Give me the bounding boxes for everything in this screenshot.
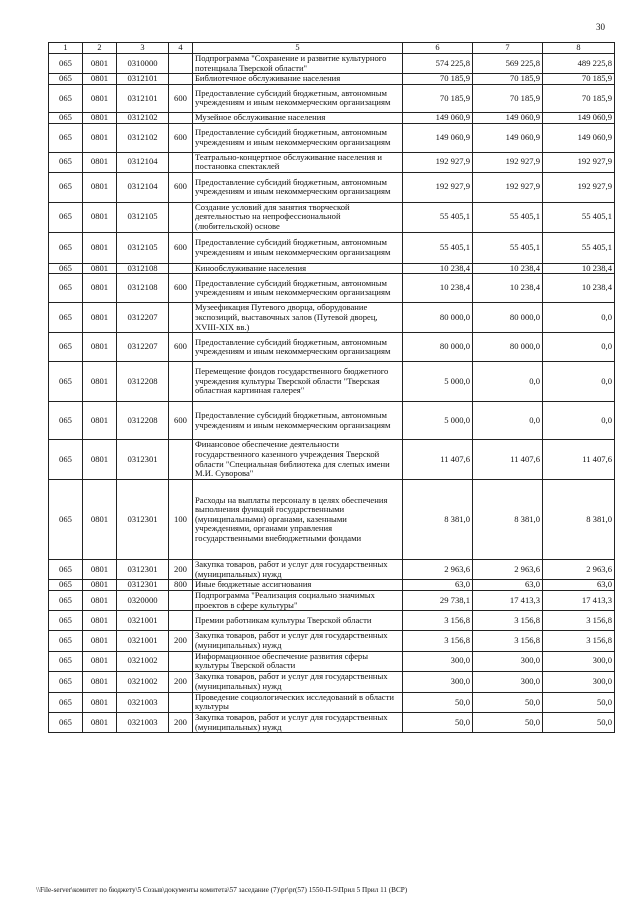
cell-expense-type: 600 bbox=[169, 232, 193, 263]
cell-amount-col8: 55 405,1 bbox=[543, 202, 615, 232]
cell-section-code: 0801 bbox=[83, 631, 117, 651]
table-row bbox=[49, 651, 615, 671]
cell-target-article: 0312104 bbox=[117, 152, 169, 172]
cell-ministry-code: 065 bbox=[49, 54, 83, 74]
cell-item-name: Подпрограмма "Сохранение и развитие культурного потенциала Тверской области" bbox=[193, 54, 403, 74]
cell-item-name: Предоставление субсидий бюджетным, автономным учреждениям и иным некоммерческим организациям bbox=[193, 333, 403, 362]
cell-amount-col7: 0,0 bbox=[473, 362, 543, 402]
cell-item-name: Иные бюджетные ассигнования bbox=[193, 580, 403, 591]
cell-amount-col8: 8 381,0 bbox=[543, 480, 615, 560]
cell-ministry-code: 065 bbox=[49, 440, 83, 480]
cell-section-code: 0801 bbox=[83, 54, 117, 74]
cell-amount-col6: 10 238,4 bbox=[403, 263, 473, 274]
cell-ministry-code: 065 bbox=[49, 611, 83, 631]
cell-target-article: 0312207 bbox=[117, 303, 169, 333]
cell-item-name: Премии работникам культуры Тверской области bbox=[193, 611, 403, 631]
cell-section-code: 0801 bbox=[83, 560, 117, 580]
table-row bbox=[49, 84, 615, 112]
cell-ministry-code: 065 bbox=[49, 84, 83, 112]
cell-amount-col6: 10 238,4 bbox=[403, 274, 473, 303]
table-row bbox=[49, 580, 615, 591]
cell-ministry-code: 065 bbox=[49, 671, 83, 692]
cell-target-article: 0312101 bbox=[117, 84, 169, 112]
cell-expense-type bbox=[169, 440, 193, 480]
cell-amount-col6: 300,0 bbox=[403, 651, 473, 671]
cell-ministry-code: 065 bbox=[49, 202, 83, 232]
cell-target-article: 0312301 bbox=[117, 580, 169, 591]
cell-amount-col8: 17 413,3 bbox=[543, 591, 615, 611]
cell-amount-col7: 300,0 bbox=[473, 671, 543, 692]
cell-item-name: Расходы на выплаты персоналу в целях обеспечения выполнения функций государственными (муниципальными) органами, казенными учреждениями, органами управления государственными внебюджетными фондами bbox=[193, 480, 403, 560]
table-row bbox=[49, 202, 615, 232]
cell-amount-col8: 300,0 bbox=[543, 651, 615, 671]
cell-amount-col6: 55 405,1 bbox=[403, 202, 473, 232]
cell-amount-col6: 70 185,9 bbox=[403, 84, 473, 112]
cell-expense-type bbox=[169, 591, 193, 611]
table-row bbox=[49, 402, 615, 440]
cell-ministry-code: 065 bbox=[49, 560, 83, 580]
cell-target-article: 0312207 bbox=[117, 333, 169, 362]
cell-section-code: 0801 bbox=[83, 274, 117, 303]
cell-target-article: 0312208 bbox=[117, 362, 169, 402]
cell-ministry-code: 065 bbox=[49, 692, 83, 712]
cell-target-article: 0312105 bbox=[117, 232, 169, 263]
cell-ministry-code: 065 bbox=[49, 274, 83, 303]
table-row bbox=[49, 172, 615, 202]
cell-amount-col7: 80 000,0 bbox=[473, 303, 543, 333]
cell-amount-col6: 3 156,8 bbox=[403, 631, 473, 651]
cell-target-article: 0312102 bbox=[117, 123, 169, 152]
cell-amount-col7: 80 000,0 bbox=[473, 333, 543, 362]
cell-expense-type: 200 bbox=[169, 713, 193, 733]
cell-ministry-code: 065 bbox=[49, 303, 83, 333]
cell-amount-col8: 0,0 bbox=[543, 402, 615, 440]
cell-item-name: Библиотечное обслуживание населения bbox=[193, 74, 403, 85]
cell-expense-type: 200 bbox=[169, 671, 193, 692]
table-row bbox=[49, 560, 615, 580]
cell-ministry-code: 065 bbox=[49, 333, 83, 362]
cell-expense-type: 200 bbox=[169, 560, 193, 580]
cell-item-name: Закупка товаров, работ и услуг для государственных (муниципальных) нужд bbox=[193, 631, 403, 651]
cell-item-name: Закупка товаров, работ и услуг для государственных (муниципальных) нужд bbox=[193, 671, 403, 692]
cell-amount-col7: 3 156,8 bbox=[473, 631, 543, 651]
cell-section-code: 0801 bbox=[83, 440, 117, 480]
cell-amount-col8: 70 185,9 bbox=[543, 84, 615, 112]
cell-item-name: Создание условий для занятия творческой деятельностью на непрофессиональной (любительской) основе bbox=[193, 202, 403, 232]
cell-amount-col8: 149 060,9 bbox=[543, 112, 615, 123]
cell-item-name: Предоставление субсидий бюджетным, автономным учреждениям и иным некоммерческим организациям bbox=[193, 402, 403, 440]
cell-amount-col8: 0,0 bbox=[543, 303, 615, 333]
cell-section-code: 0801 bbox=[83, 671, 117, 692]
cell-amount-col7: 300,0 bbox=[473, 651, 543, 671]
cell-amount-col6: 2 963,6 bbox=[403, 560, 473, 580]
cell-amount-col7: 569 225,8 bbox=[473, 54, 543, 74]
column-header-1: 1 bbox=[49, 43, 83, 54]
cell-section-code: 0801 bbox=[83, 480, 117, 560]
cell-expense-type: 600 bbox=[169, 402, 193, 440]
table-row bbox=[49, 274, 615, 303]
cell-item-name: Проведение социологических исследований в области культуры bbox=[193, 692, 403, 712]
cell-ministry-code: 065 bbox=[49, 580, 83, 591]
table-header-row bbox=[49, 43, 615, 54]
table-row bbox=[49, 112, 615, 123]
table-row bbox=[49, 713, 615, 733]
cell-amount-col6: 80 000,0 bbox=[403, 333, 473, 362]
cell-item-name: Информационное обеспечение развития сферы культуры Тверской области bbox=[193, 651, 403, 671]
table-body bbox=[49, 54, 615, 733]
cell-expense-type bbox=[169, 362, 193, 402]
cell-ministry-code: 065 bbox=[49, 172, 83, 202]
cell-section-code: 0801 bbox=[83, 333, 117, 362]
cell-section-code: 0801 bbox=[83, 112, 117, 123]
cell-expense-type bbox=[169, 202, 193, 232]
cell-item-name: Закупка товаров, работ и услуг для государственных (муниципальных) нужд bbox=[193, 713, 403, 733]
cell-amount-col7: 17 413,3 bbox=[473, 591, 543, 611]
cell-section-code: 0801 bbox=[83, 611, 117, 631]
budget-table bbox=[48, 42, 615, 733]
cell-target-article: 0321003 bbox=[117, 713, 169, 733]
cell-section-code: 0801 bbox=[83, 591, 117, 611]
table-row bbox=[49, 333, 615, 362]
cell-amount-col7: 70 185,9 bbox=[473, 84, 543, 112]
cell-amount-col8: 3 156,8 bbox=[543, 631, 615, 651]
cell-amount-col6: 192 927,9 bbox=[403, 172, 473, 202]
cell-ministry-code: 065 bbox=[49, 402, 83, 440]
cell-expense-type: 800 bbox=[169, 580, 193, 591]
cell-target-article: 0320000 bbox=[117, 591, 169, 611]
cell-amount-col8: 10 238,4 bbox=[543, 274, 615, 303]
table-row bbox=[49, 692, 615, 712]
cell-expense-type: 200 bbox=[169, 631, 193, 651]
cell-amount-col7: 70 185,9 bbox=[473, 74, 543, 85]
cell-section-code: 0801 bbox=[83, 84, 117, 112]
cell-target-article: 0321001 bbox=[117, 611, 169, 631]
cell-item-name: Предоставление субсидий бюджетным, автономным учреждениям и иным некоммерческим организациям bbox=[193, 84, 403, 112]
cell-amount-col8: 0,0 bbox=[543, 362, 615, 402]
column-header-6: 6 bbox=[403, 43, 473, 54]
cell-expense-type bbox=[169, 611, 193, 631]
cell-amount-col6: 149 060,9 bbox=[403, 112, 473, 123]
cell-target-article: 0312108 bbox=[117, 274, 169, 303]
column-header-7: 7 bbox=[473, 43, 543, 54]
cell-item-name: Закупка товаров, работ и услуг для государственных (муниципальных) нужд bbox=[193, 560, 403, 580]
cell-amount-col6: 70 185,9 bbox=[403, 74, 473, 85]
cell-target-article: 0312101 bbox=[117, 74, 169, 85]
column-header-2: 2 bbox=[83, 43, 117, 54]
cell-section-code: 0801 bbox=[83, 651, 117, 671]
cell-section-code: 0801 bbox=[83, 172, 117, 202]
cell-amount-col8: 149 060,9 bbox=[543, 123, 615, 152]
table-row bbox=[49, 362, 615, 402]
cell-amount-col8: 0,0 bbox=[543, 333, 615, 362]
cell-amount-col7: 149 060,9 bbox=[473, 112, 543, 123]
cell-expense-type: 600 bbox=[169, 84, 193, 112]
cell-expense-type bbox=[169, 54, 193, 74]
cell-amount-col8: 192 927,9 bbox=[543, 152, 615, 172]
column-header-4: 4 bbox=[169, 43, 193, 54]
cell-amount-col8: 3 156,8 bbox=[543, 611, 615, 631]
cell-target-article: 0312102 bbox=[117, 112, 169, 123]
table-row bbox=[49, 671, 615, 692]
cell-section-code: 0801 bbox=[83, 74, 117, 85]
cell-target-article: 0321003 bbox=[117, 692, 169, 712]
cell-amount-col8: 489 225,8 bbox=[543, 54, 615, 74]
cell-target-article: 0312301 bbox=[117, 560, 169, 580]
cell-amount-col6: 8 381,0 bbox=[403, 480, 473, 560]
cell-amount-col6: 149 060,9 bbox=[403, 123, 473, 152]
table-row bbox=[49, 631, 615, 651]
cell-ministry-code: 065 bbox=[49, 591, 83, 611]
cell-expense-type bbox=[169, 112, 193, 123]
cell-target-article: 0312105 bbox=[117, 202, 169, 232]
cell-amount-col7: 11 407,6 bbox=[473, 440, 543, 480]
table-row bbox=[49, 54, 615, 74]
cell-amount-col6: 5 000,0 bbox=[403, 402, 473, 440]
table-row bbox=[49, 480, 615, 560]
cell-amount-col6: 11 407,6 bbox=[403, 440, 473, 480]
cell-target-article: 0312301 bbox=[117, 440, 169, 480]
cell-amount-col7: 192 927,9 bbox=[473, 172, 543, 202]
cell-amount-col7: 149 060,9 bbox=[473, 123, 543, 152]
cell-item-name: Перемещение фондов государственного бюджетного учреждения культуры Тверской области "Тверская областная картинная галерея" bbox=[193, 362, 403, 402]
cell-section-code: 0801 bbox=[83, 713, 117, 733]
cell-section-code: 0801 bbox=[83, 692, 117, 712]
cell-amount-col6: 50,0 bbox=[403, 713, 473, 733]
cell-section-code: 0801 bbox=[83, 303, 117, 333]
cell-amount-col8: 11 407,6 bbox=[543, 440, 615, 480]
table-row bbox=[49, 74, 615, 85]
cell-amount-col8: 10 238,4 bbox=[543, 263, 615, 274]
cell-amount-col7: 63,0 bbox=[473, 580, 543, 591]
cell-section-code: 0801 bbox=[83, 232, 117, 263]
page-number: 30 bbox=[596, 22, 605, 32]
cell-expense-type bbox=[169, 651, 193, 671]
cell-ministry-code: 065 bbox=[49, 123, 83, 152]
table-row bbox=[49, 303, 615, 333]
cell-amount-col7: 55 405,1 bbox=[473, 202, 543, 232]
cell-item-name: Предоставление субсидий бюджетным, автономным учреждениям и иным некоммерческим организациям bbox=[193, 274, 403, 303]
cell-amount-col7: 50,0 bbox=[473, 713, 543, 733]
cell-ministry-code: 065 bbox=[49, 362, 83, 402]
cell-amount-col7: 50,0 bbox=[473, 692, 543, 712]
cell-ministry-code: 065 bbox=[49, 631, 83, 651]
cell-expense-type: 600 bbox=[169, 123, 193, 152]
cell-expense-type bbox=[169, 152, 193, 172]
cell-item-name: Предоставление субсидий бюджетным, автономным учреждениям и иным некоммерческим организациям bbox=[193, 123, 403, 152]
column-header-5: 5 bbox=[193, 43, 403, 54]
cell-section-code: 0801 bbox=[83, 263, 117, 274]
cell-ministry-code: 065 bbox=[49, 480, 83, 560]
cell-item-name: Финансовое обеспечение деятельности государственного казенного учреждения Тверской области "Специальная библиотека для слепых имени М.И. Суворова" bbox=[193, 440, 403, 480]
cell-target-article: 0312108 bbox=[117, 263, 169, 274]
cell-item-name: Музеефикация Путевого дворца, оборудование экспозиций, выставочных залов (Путевой дворец, XVIII-XIX вв.) bbox=[193, 303, 403, 333]
cell-target-article: 0312301 bbox=[117, 480, 169, 560]
column-header-8: 8 bbox=[543, 43, 615, 54]
cell-section-code: 0801 bbox=[83, 362, 117, 402]
cell-amount-col7: 10 238,4 bbox=[473, 274, 543, 303]
cell-target-article: 0310000 bbox=[117, 54, 169, 74]
cell-ministry-code: 065 bbox=[49, 112, 83, 123]
cell-amount-col7: 55 405,1 bbox=[473, 232, 543, 263]
cell-amount-col7: 10 238,4 bbox=[473, 263, 543, 274]
table-row bbox=[49, 440, 615, 480]
table-row bbox=[49, 152, 615, 172]
cell-amount-col6: 55 405,1 bbox=[403, 232, 473, 263]
cell-amount-col8: 192 927,9 bbox=[543, 172, 615, 202]
cell-amount-col8: 300,0 bbox=[543, 671, 615, 692]
column-header-3: 3 bbox=[117, 43, 169, 54]
cell-amount-col6: 3 156,8 bbox=[403, 611, 473, 631]
cell-amount-col8: 70 185,9 bbox=[543, 74, 615, 85]
cell-section-code: 0801 bbox=[83, 202, 117, 232]
cell-target-article: 0312208 bbox=[117, 402, 169, 440]
cell-expense-type: 600 bbox=[169, 172, 193, 202]
cell-item-name: Музейное обслуживание населения bbox=[193, 112, 403, 123]
cell-expense-type: 600 bbox=[169, 274, 193, 303]
cell-ministry-code: 065 bbox=[49, 152, 83, 172]
cell-ministry-code: 065 bbox=[49, 232, 83, 263]
table-row bbox=[49, 263, 615, 274]
cell-item-name: Кинообслуживание населения bbox=[193, 263, 403, 274]
cell-amount-col6: 300,0 bbox=[403, 671, 473, 692]
cell-item-name: Подпрограмма "Реализация социально значимых проектов в сфере культуры" bbox=[193, 591, 403, 611]
cell-amount-col6: 50,0 bbox=[403, 692, 473, 712]
cell-amount-col7: 192 927,9 bbox=[473, 152, 543, 172]
cell-amount-col6: 80 000,0 bbox=[403, 303, 473, 333]
table-row bbox=[49, 123, 615, 152]
cell-amount-col8: 50,0 bbox=[543, 692, 615, 712]
footer-file-path: \\File-server\комитет по бюджету\5 Созыв\документы комитета\57 заседание (7)\pr\pr(57) 1550-П-5\Прил 5 Прил 11 (ВСР) bbox=[36, 886, 408, 894]
cell-expense-type bbox=[169, 692, 193, 712]
cell-expense-type bbox=[169, 263, 193, 274]
cell-ministry-code: 065 bbox=[49, 263, 83, 274]
cell-item-name: Предоставление субсидий бюджетным, автономным учреждениям и иным некоммерческим организациям bbox=[193, 232, 403, 263]
cell-item-name: Предоставление субсидий бюджетным, автономным учреждениям и иным некоммерческим организациям bbox=[193, 172, 403, 202]
table-row bbox=[49, 591, 615, 611]
cell-amount-col6: 192 927,9 bbox=[403, 152, 473, 172]
cell-amount-col7: 8 381,0 bbox=[473, 480, 543, 560]
cell-section-code: 0801 bbox=[83, 123, 117, 152]
cell-amount-col7: 0,0 bbox=[473, 402, 543, 440]
cell-target-article: 0321001 bbox=[117, 631, 169, 651]
cell-section-code: 0801 bbox=[83, 152, 117, 172]
cell-expense-type: 600 bbox=[169, 333, 193, 362]
cell-amount-col6: 63,0 bbox=[403, 580, 473, 591]
table-row bbox=[49, 611, 615, 631]
cell-amount-col8: 63,0 bbox=[543, 580, 615, 591]
cell-target-article: 0312104 bbox=[117, 172, 169, 202]
cell-item-name: Театрально-концертное обслуживание населения и постановка спектаклей bbox=[193, 152, 403, 172]
cell-ministry-code: 065 bbox=[49, 713, 83, 733]
cell-amount-col7: 3 156,8 bbox=[473, 611, 543, 631]
cell-target-article: 0321002 bbox=[117, 671, 169, 692]
cell-target-article: 0321002 bbox=[117, 651, 169, 671]
table-row bbox=[49, 232, 615, 263]
cell-ministry-code: 065 bbox=[49, 651, 83, 671]
cell-amount-col8: 50,0 bbox=[543, 713, 615, 733]
cell-amount-col7: 2 963,6 bbox=[473, 560, 543, 580]
cell-expense-type: 100 bbox=[169, 480, 193, 560]
cell-section-code: 0801 bbox=[83, 580, 117, 591]
cell-expense-type bbox=[169, 303, 193, 333]
cell-ministry-code: 065 bbox=[49, 74, 83, 85]
cell-section-code: 0801 bbox=[83, 402, 117, 440]
cell-amount-col8: 2 963,6 bbox=[543, 560, 615, 580]
cell-amount-col8: 55 405,1 bbox=[543, 232, 615, 263]
cell-amount-col6: 29 738,1 bbox=[403, 591, 473, 611]
cell-expense-type bbox=[169, 74, 193, 85]
cell-amount-col6: 574 225,8 bbox=[403, 54, 473, 74]
cell-amount-col6: 5 000,0 bbox=[403, 362, 473, 402]
